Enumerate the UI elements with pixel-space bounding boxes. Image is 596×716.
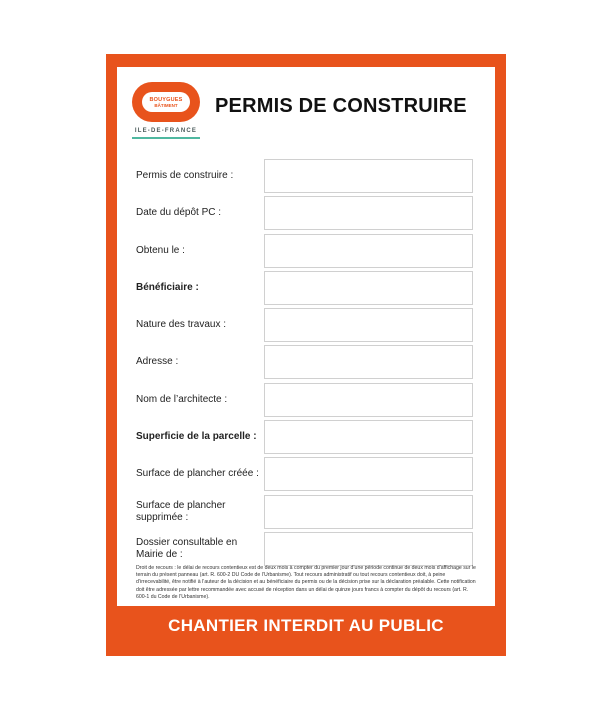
field-row — [117, 159, 495, 193]
field-row — [117, 271, 495, 305]
field-row — [117, 420, 495, 454]
field-label: Nature des travaux : — [136, 319, 227, 330]
field-label: Dossier consultable en Mairie de : — [136, 537, 238, 560]
logo-underline — [132, 137, 200, 139]
field-value-box[interactable] — [264, 308, 473, 342]
field-label: Date du dépôt PC : — [136, 207, 222, 218]
field-value-box[interactable] — [264, 420, 473, 454]
field-value-box[interactable] — [264, 159, 473, 193]
logo-badge — [132, 82, 200, 122]
logo-line2: BÂTIMENT — [154, 102, 178, 108]
field-row — [117, 532, 495, 566]
page-title: PERMIS DE CONSTRUIRE — [215, 95, 467, 117]
logo-line1: BOUYGUES — [149, 96, 183, 103]
field-value-box[interactable] — [264, 196, 473, 230]
field-label: Permis de construire : — [136, 170, 234, 181]
field-label: Obtenu le : — [136, 245, 185, 256]
field-row — [117, 308, 495, 342]
sign-panel — [117, 67, 495, 606]
field-value-box[interactable] — [264, 457, 473, 491]
field-label: Adresse : — [136, 356, 179, 367]
field-row — [117, 495, 495, 529]
logo-region: ILE-DE-FRANCE — [134, 128, 198, 134]
logo-inner — [142, 92, 190, 112]
field-value-box[interactable] — [264, 532, 473, 566]
field-label: Nom de l’architecte : — [136, 394, 228, 405]
field-label: Superficie de la parcelle : — [136, 431, 257, 442]
construction-permit-sign — [106, 54, 506, 656]
field-label: Bénéficiaire : — [136, 282, 199, 293]
field-row — [117, 457, 495, 491]
company-logo — [132, 82, 200, 140]
field-value-box[interactable] — [264, 495, 473, 529]
field-value-box[interactable] — [264, 383, 473, 417]
field-label: Surface de plancher supprimée : — [136, 500, 226, 523]
field-row — [117, 345, 495, 379]
field-value-box[interactable] — [264, 271, 473, 305]
field-row — [117, 234, 495, 268]
field-value-box[interactable] — [264, 345, 473, 379]
field-row — [117, 383, 495, 417]
field-label: Surface de plancher créée : — [136, 468, 259, 479]
field-row — [117, 196, 495, 230]
footer-warning: CHANTIER INTERDIT AU PUBLIC — [168, 616, 444, 635]
legal-notice: Droit de recours : le délai de recours contentieux est de deux mois à compter du premier jour d’une période continue de deux mois d’affichage sur le terrain du présent panneau (art. R. 600-2 DU Code de l’Urbanisme). Tout recours administratif ou tout recours contentieux doit, à peine d’irrecevabilité, être notifié à l’auteur de la décision et au bénéficiaire du permis ou de la décision prise sur la déclaration préalable. Cette notification doit être adressée par lettre recommandée avec accusé de réception dans un délai de quinze jours francs à compter du dépôt du recours (art. R. 600-1 du Code de l’Urbanisme). — [136, 565, 476, 600]
field-value-box[interactable] — [264, 234, 473, 268]
